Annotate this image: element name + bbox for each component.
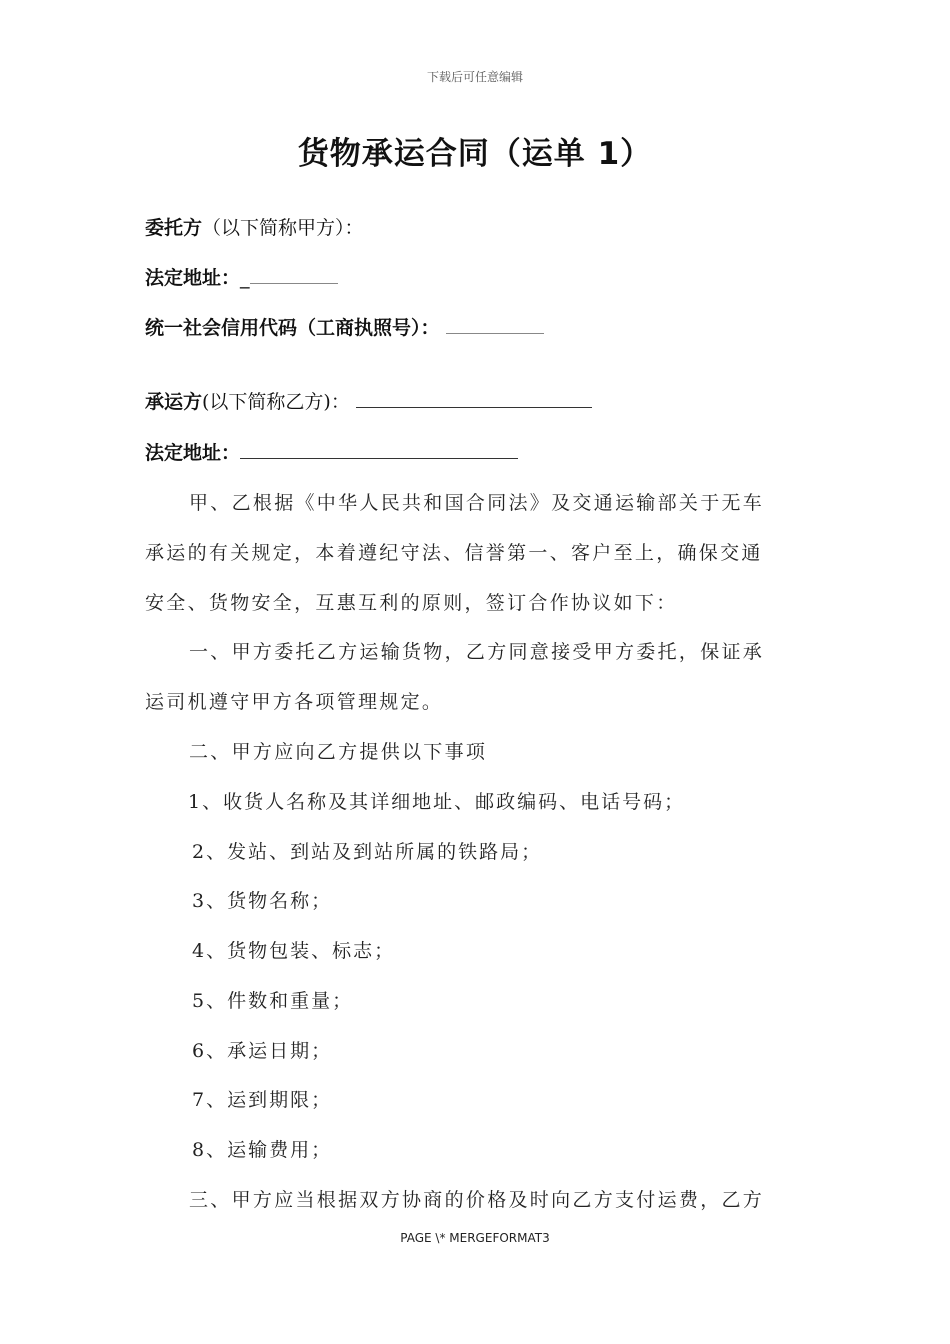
intro-line-2: 承运的有关规定，本着遵纪守法、信誉第一、客户至上，确保交通 [145,542,763,564]
list-item: 4、货物包装、标志； [192,940,396,962]
party-a-address-line [145,263,338,290]
list-item: 2、发站、到站及到站所属的铁路局； [192,841,543,863]
party-b-address-label: 法定地址： [145,442,241,464]
party-a-line [145,213,364,240]
clause-1-line-2: 运司机遵守甲方各项管理规定。 [145,691,444,713]
party-b-line [145,387,592,414]
party-a-credit-label: 统一社会信用代码（工商执照号）： [145,317,440,339]
contract-title: 货物承运合同（运单 1） [297,136,653,172]
party-b-suffix: (以下简称乙方)： [202,391,350,413]
list-item: 1、收货人名称及其详细地址、邮政编码、电话号码； [188,791,686,813]
party-a-suffix: （以下简称甲方）： [202,217,364,239]
party-a-address-blank [250,263,338,284]
clause-1-line-1: 一、甲方委托乙方运输货物，乙方同意接受甲方委托，保证承 [189,641,765,663]
page-footer: PAGE \* MERGEFORMAT3 [400,1231,550,1245]
party-b-address-blank [240,438,518,459]
clause-2-title: 二、甲方应向乙方提供以下事项 [189,741,488,763]
party-a-address-label: 法定地址： [145,267,241,289]
header-note: 下载后可任意编辑 [426,70,523,84]
party-a-credit-blank [446,313,544,334]
party-b-label: 承运方 [145,391,203,413]
party-a-credit-line [145,313,544,340]
party-a-label: 委托方 [145,217,203,239]
list-item: 5、件数和重量； [192,990,354,1012]
party-a-address-value: _ [240,267,250,289]
list-item: 6、承运日期； [192,1040,333,1062]
list-item: 3、货物名称； [192,890,333,912]
party-b-address-line [145,438,518,465]
party-b-blank [356,387,592,408]
clause-3-line-1: 三、甲方应当根据双方协商的价格及时向乙方支付运费，乙方 [189,1189,765,1211]
intro-line-1: 甲、乙根据《中华人民共和国合同法》及交通运输部关于无车 [189,492,765,514]
list-item: 7、运到期限； [192,1089,333,1111]
list-item: 8、运输费用； [192,1139,333,1161]
intro-line-3: 安全、货物安全，互惠互利的原则，签订合作协议如下： [145,592,678,614]
